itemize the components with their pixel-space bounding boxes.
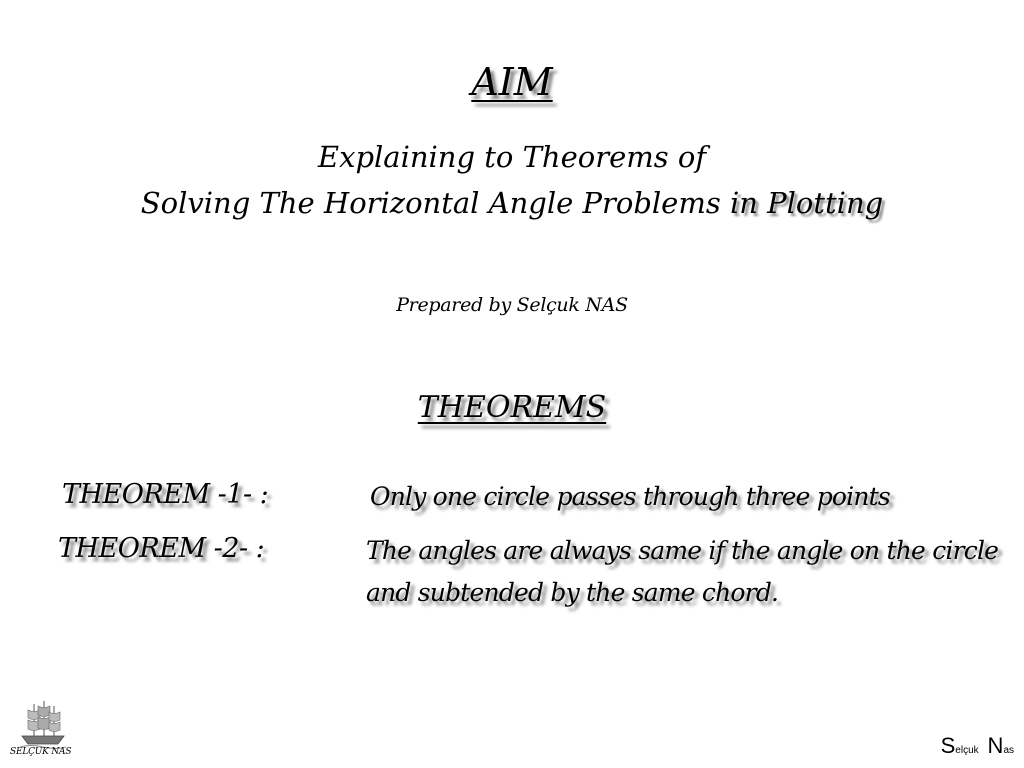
theorem-1-label: THEOREM -1- :: [62, 479, 269, 510]
subtitle-line-2-emphasis: in Plotting: [729, 186, 884, 220]
prepared-by: Prepared by Selçuk NAS: [396, 294, 628, 316]
aim-heading: AIM: [471, 60, 553, 104]
sailing-ship-icon: [20, 700, 66, 750]
brand-signature: [941, 733, 1014, 759]
brand-s-rest: elçuk: [955, 745, 979, 756]
subtitle-line-1: Explaining to Theorems of: [317, 140, 707, 174]
subtitle: [0, 134, 1024, 226]
logo-caption: SELÇUK NAS: [10, 747, 72, 757]
theorem-2-label: THEOREM -2- :: [58, 533, 265, 564]
theorem-2-text: The angles are always same if the angle on the circle and subtended by the same chord.: [366, 536, 999, 607]
theorem-1-text: Only one circle passes through three points: [370, 482, 890, 511]
brand-n-cap: N: [987, 733, 1004, 758]
subtitle-line-2: [0, 180, 1024, 226]
subtitle-line-2-main: Solving The Horizontal Angle Problems: [140, 186, 730, 220]
brand-n-rest: as: [1003, 745, 1014, 756]
logo: [8, 700, 78, 766]
brand-s-cap: S: [940, 733, 956, 758]
theorems-heading: THEOREMS: [417, 390, 607, 425]
